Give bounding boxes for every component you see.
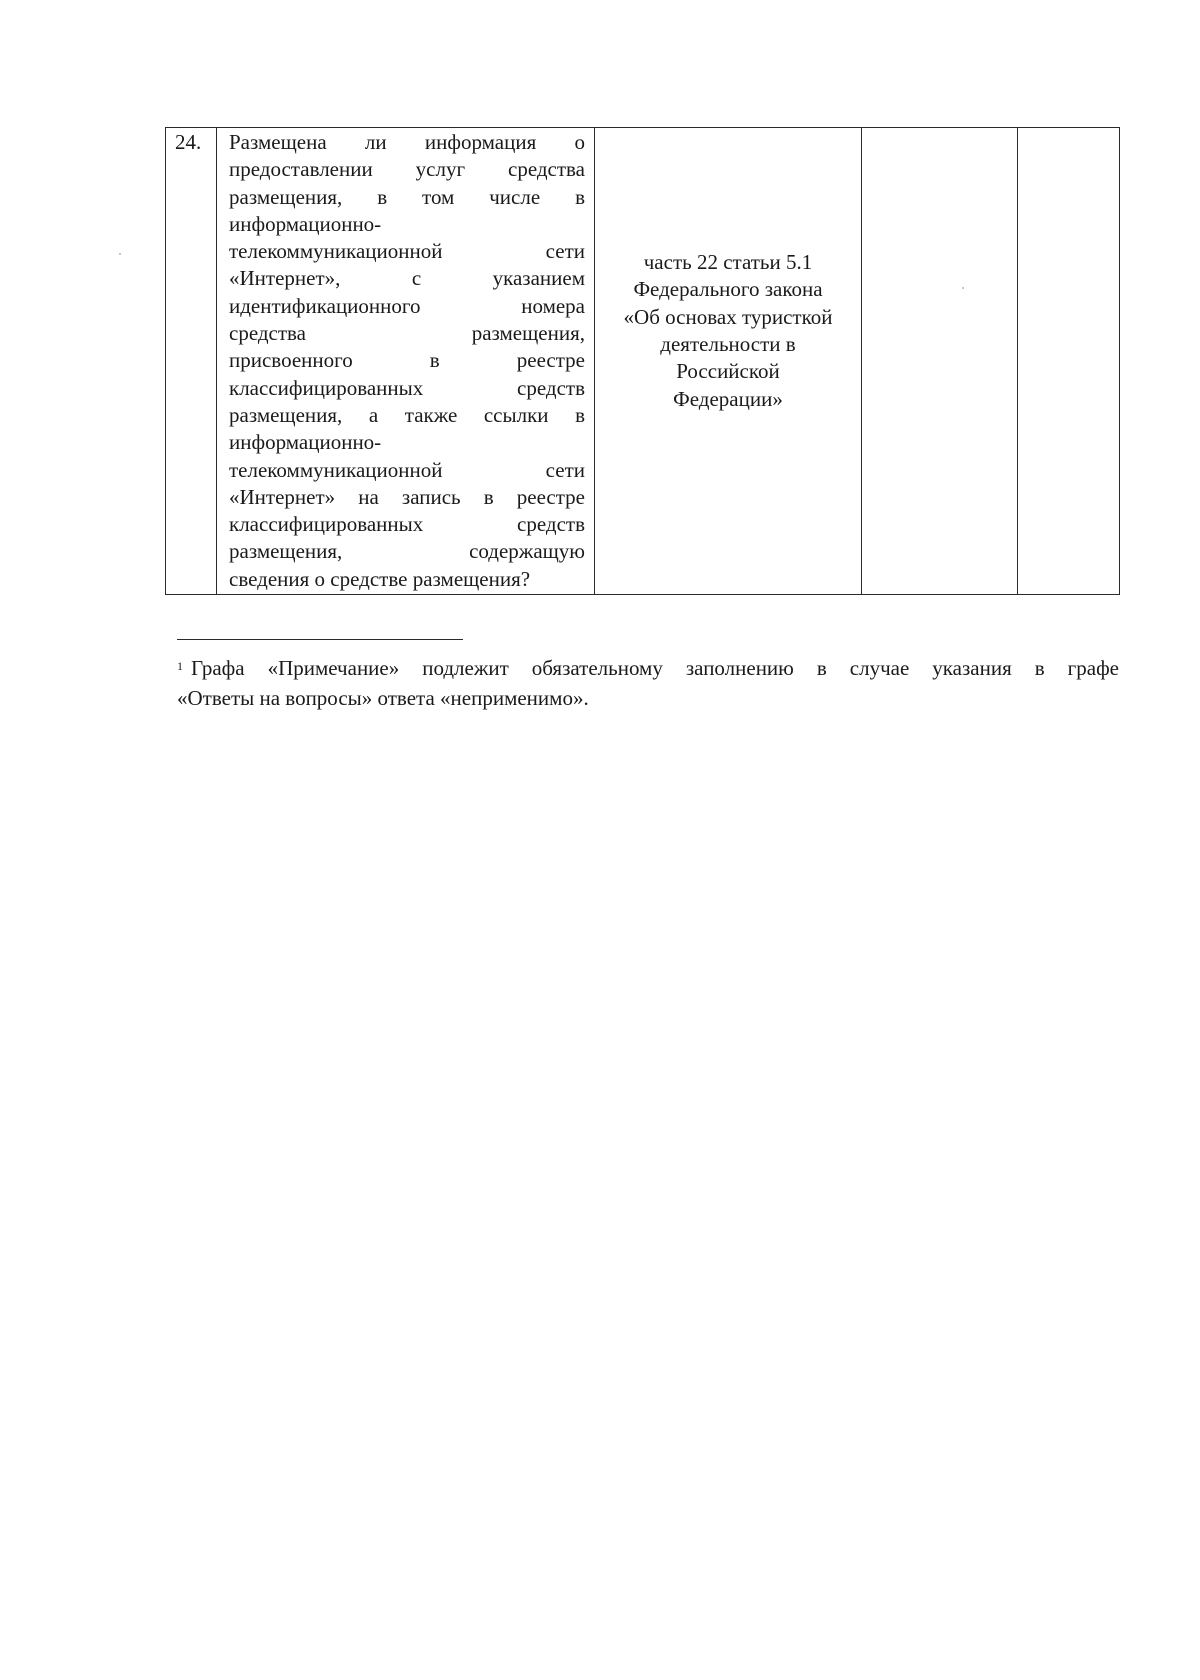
checklist-table bbox=[165, 127, 1120, 595]
footnote bbox=[177, 654, 1119, 713]
question-line: информационно- bbox=[229, 430, 382, 455]
question-line: «Интернет» на запись в реестре bbox=[229, 484, 585, 509]
table-row bbox=[166, 128, 1120, 595]
question-line: сведения о средстве размещения? bbox=[229, 566, 531, 591]
question-line: предоставлении услуг средства bbox=[229, 157, 585, 182]
question-line: Размещена ли информация о bbox=[229, 130, 585, 154]
reference-line: Российской bbox=[676, 359, 780, 384]
question-line: «Интернет», с указанием bbox=[229, 266, 585, 291]
question-line: идентификационного номера bbox=[229, 293, 585, 318]
question-line: телекоммуникационной сети bbox=[229, 239, 585, 264]
question-line: размещения, в том числе в bbox=[229, 184, 585, 209]
reference-line: Федерального закона bbox=[633, 277, 823, 302]
question-cell bbox=[217, 128, 595, 595]
question-line: средства размещения, bbox=[229, 321, 585, 346]
footnote-text: Графа «Примечание» подлежит обязательному заполнению в случае указания в графе bbox=[191, 656, 1119, 680]
question-line: телекоммуникационной сети bbox=[229, 457, 585, 482]
reference-line: Федерации» bbox=[673, 386, 783, 411]
question-line: размещения, а также ссылки в bbox=[229, 402, 585, 427]
question-line: присвоенного в реестре bbox=[229, 348, 585, 373]
row-number: 24. bbox=[175, 130, 202, 154]
reference-line: деятельности в bbox=[660, 332, 796, 356]
reference-line: часть 22 статьи 5.1 bbox=[643, 250, 813, 275]
footnote-line bbox=[177, 654, 1119, 684]
legal-reference-cell bbox=[595, 128, 862, 595]
question-line: размещения, содержащую bbox=[229, 539, 585, 564]
footnote-marker: 1 bbox=[177, 659, 183, 673]
question-line: классифицированных средств bbox=[229, 375, 585, 400]
question-line: классифицированных средств bbox=[229, 512, 585, 537]
answer-cell bbox=[862, 128, 1018, 595]
note-cell bbox=[1018, 128, 1120, 595]
row-number-cell bbox=[166, 128, 217, 595]
question-line: информационно- bbox=[229, 211, 382, 236]
footnote-separator bbox=[177, 639, 463, 640]
footnote-line: «Ответы на вопросы» ответа «неприменимо». bbox=[177, 685, 589, 710]
reference-line: «Об основах туристкой bbox=[623, 304, 833, 329]
scan-artifact-dot bbox=[119, 253, 121, 255]
